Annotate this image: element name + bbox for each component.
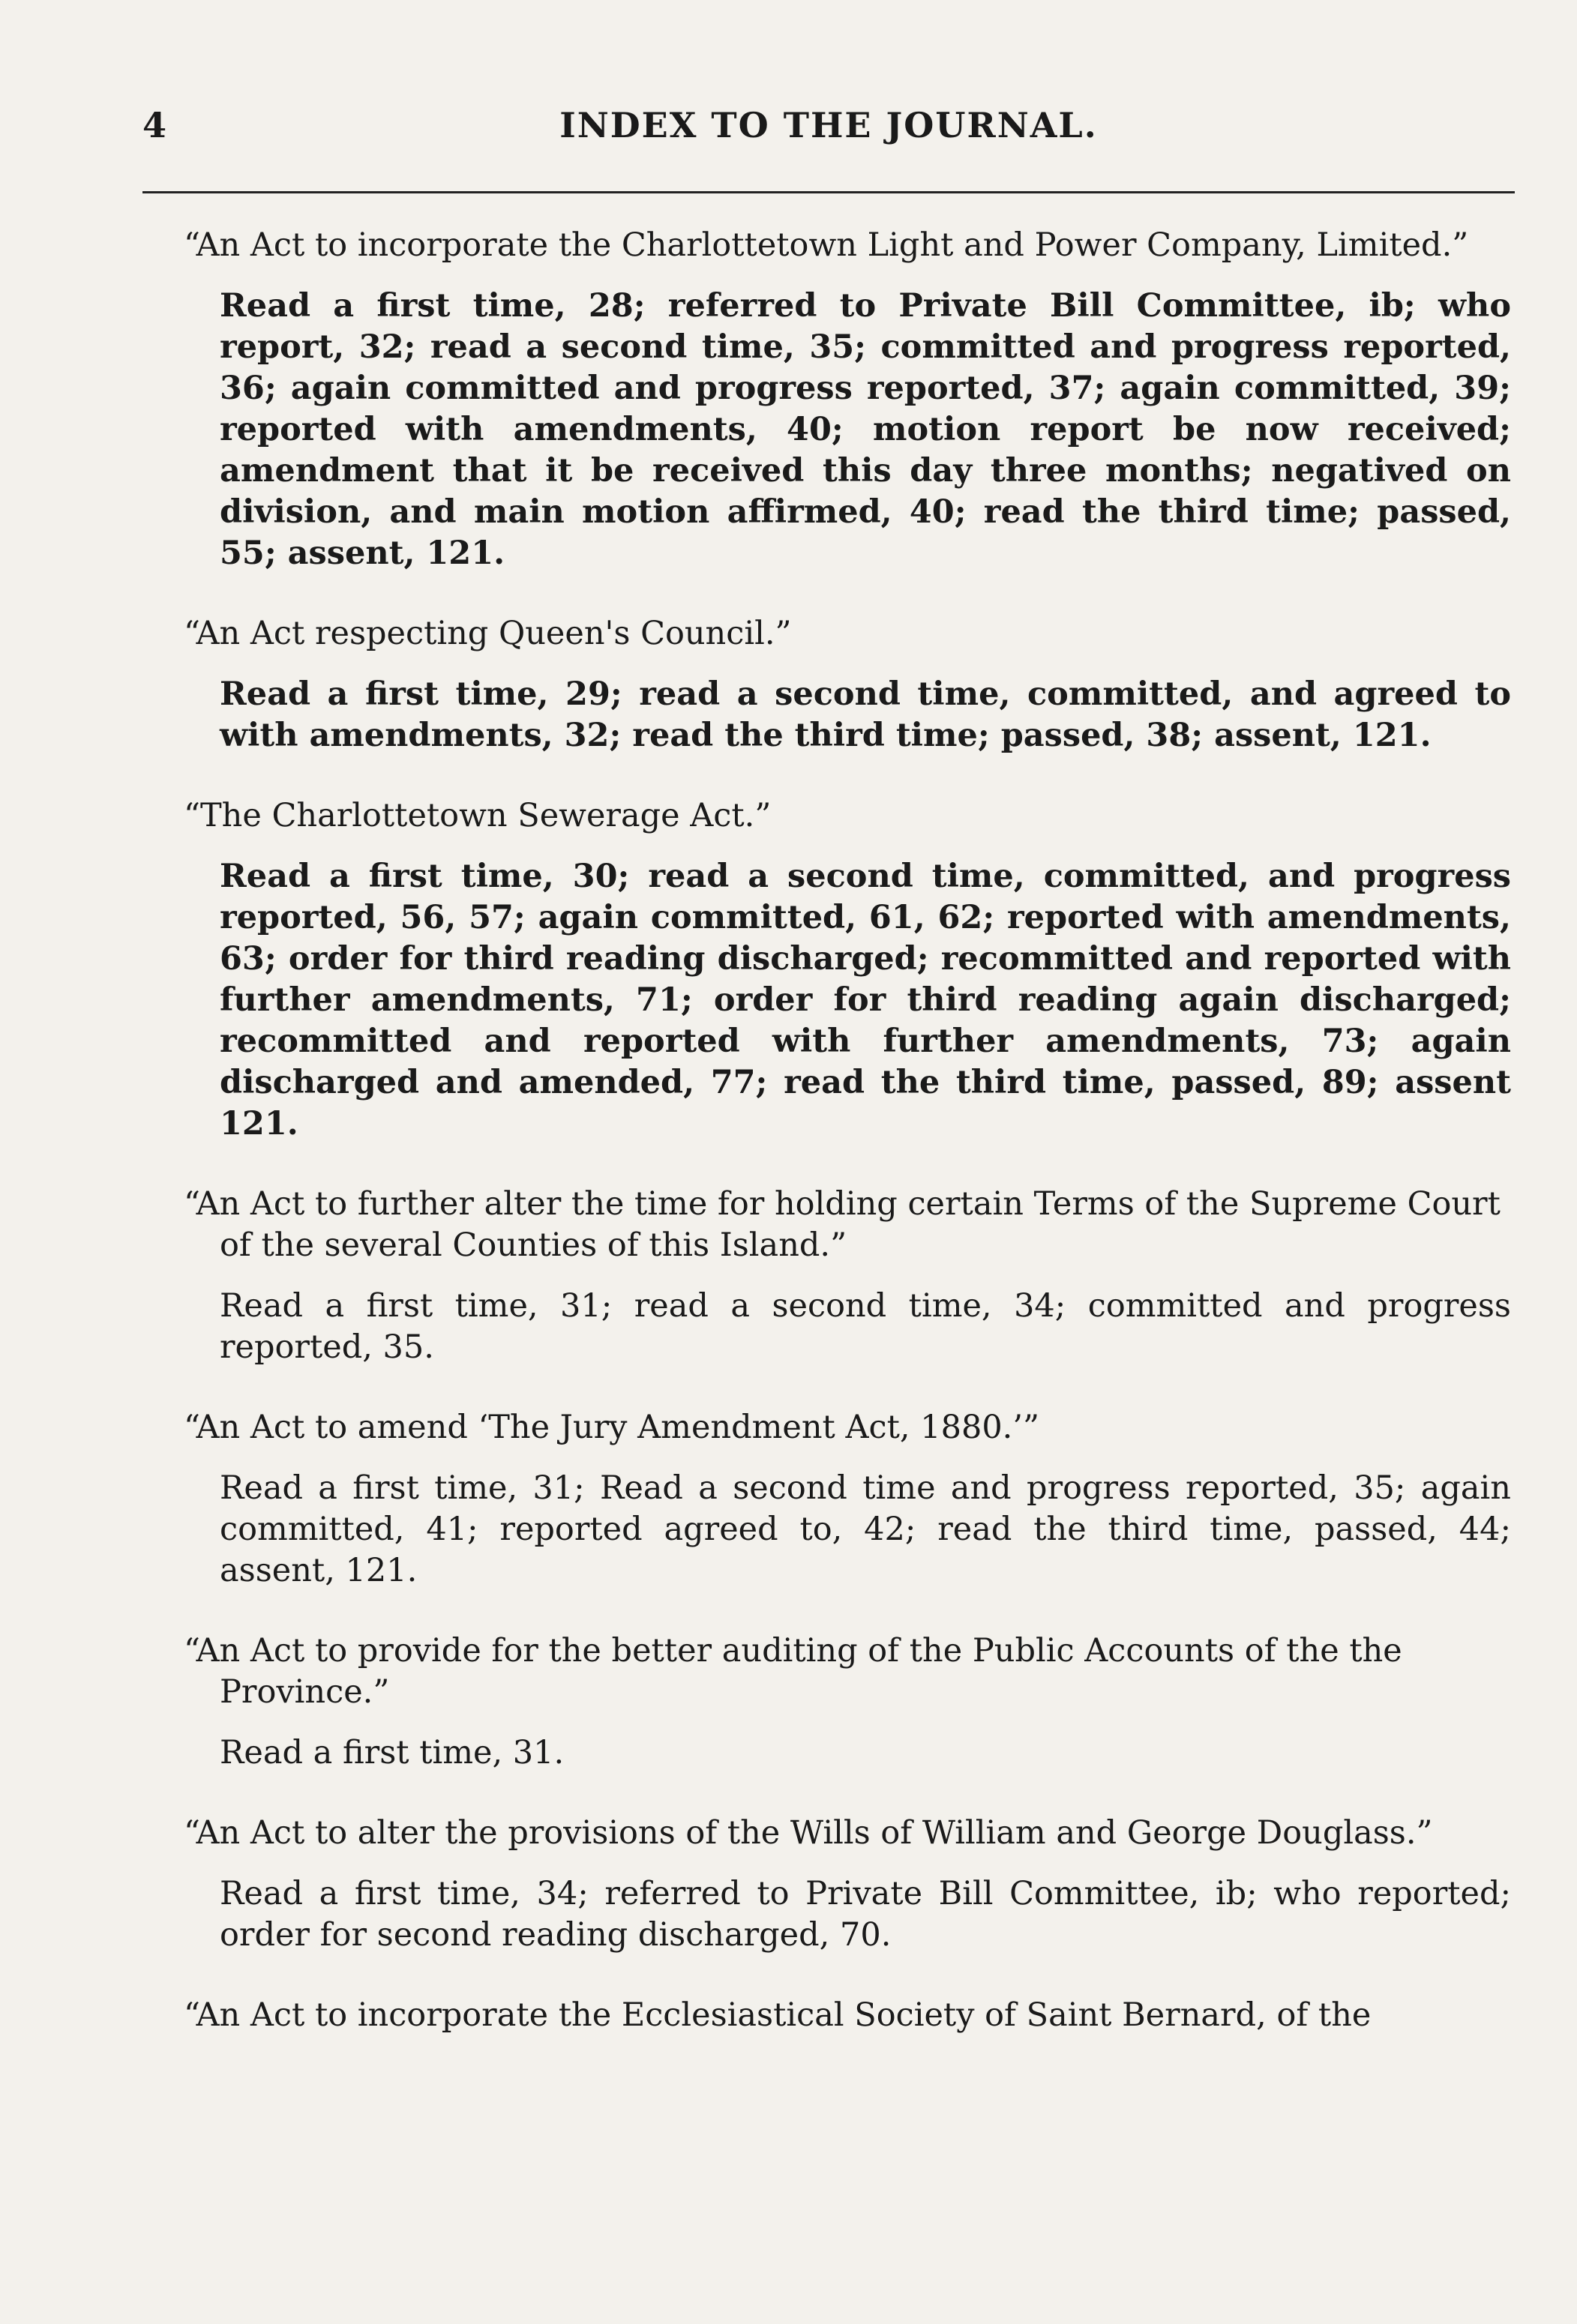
index-entry [184,1184,1511,1368]
act-proceedings: Read a first time, 31. [220,1734,565,1771]
act-title: “An Act to provide for the better auditing of the Public Accounts of the the Province.” [184,1632,1402,1711]
act-proceedings: Read a first time, 31; read a second time, 34; committed and progress reported, 35. [220,1287,1511,1366]
act-proceedings: Read a first time, 29; read a second time, committed, and agreed to with amendments, 32; read the third time; passed, 38; assent, 121. [220,675,1511,754]
header-rule [142,191,1515,193]
act-title: “The Charlottetown Sewerage Act.” [184,797,772,834]
index-entry [184,613,1511,756]
act-proceedings: Read a first time, 34; referred to Private Bill Committee, ib; who reported; order for second reading discharged, 70. [220,1875,1511,1954]
act-proceedings: Read a first time, 30; read a second time, committed, and progress reported, 56, 57; again committed, 61, 62; reported with amendments, 63; order for third reading discharged; recommitted and reported with further amendments, 71; order for third reading again discharged; recommitted and reported with further amendments, 73; again discharged and amended, 77; read the third time, passed, 89; assent 121. [220,858,1511,1143]
act-title: “An Act to incorporate the Ecclesiastical Society of Saint Bernard, of the [184,1996,1372,2034]
running-head: INDEX TO THE JOURNAL. [559,105,1098,145]
act-proceedings: Read a first time, 31; Read a second time and progress reported, 35; again committed, 41; reported agreed to, 42; read the third time, passed, 44; assent, 121. [220,1469,1511,1589]
act-title: “An Act to further alter the time for holding certain Terms of the Supreme Court of the several Counties of this Island.” [184,1185,1501,1264]
index-entry [184,225,1511,574]
index-entry [184,795,1511,1145]
index-body [184,225,1511,2075]
page-number: 4 [142,105,167,145]
page-header [142,105,1515,157]
act-title: “An Act respecting Queen's Council.” [184,615,792,652]
act-proceedings: Read a first time, 28; referred to Private Bill Committee, ib; who report, 32; read a second time, 35; committed and progress reported, 36; again committed and progress reported, 37; again committed, 39; reported with amendments, 40; motion report be now received; amendment that it be received this day three months; negatived on division, and main motion affirmed, 40; read the third time; passed, 55; assent, 121. [220,287,1511,572]
index-entry [184,1995,1511,2036]
act-title: “An Act to incorporate the Charlottetown Light and Power Company, Limited.” [184,226,1469,264]
index-entry [184,1631,1511,1774]
index-entry [184,1813,1511,1956]
index-entry [184,1407,1511,1592]
act-title: “An Act to amend ‘The Jury Amendment Act, 1880.’” [184,1409,1039,1446]
act-title: “An Act to alter the provisions of the Wills of William and George Douglass.” [184,1814,1433,1852]
